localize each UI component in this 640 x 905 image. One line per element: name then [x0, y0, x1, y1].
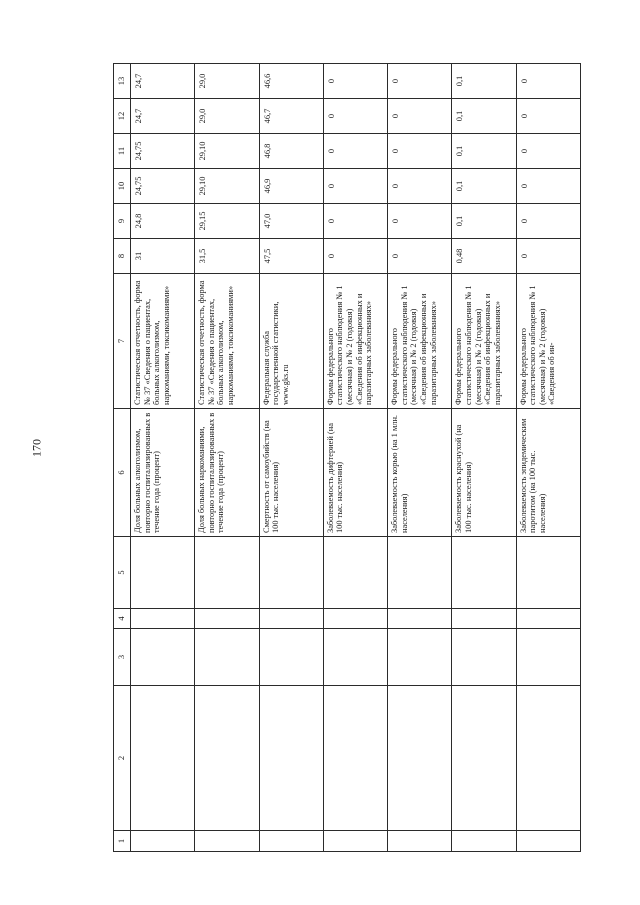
value-cell: 0,48 [452, 239, 516, 274]
column-header: 5 [114, 537, 131, 609]
value-cell: 0 [323, 134, 387, 169]
source-cell: Федеральная служба государственной статистики, www.gks.ru [259, 274, 323, 409]
value-cell: 46,8 [259, 134, 323, 169]
table-cell [516, 686, 580, 831]
page-number: 170 [29, 439, 44, 457]
source-cell: Формы федерального статистического наблюдения № 1 (месячная) и № 2 (годовая) «Сведения об ин- [516, 274, 580, 409]
column-header: 6 [114, 409, 131, 537]
table-cell [516, 831, 580, 852]
table-cell [259, 537, 323, 609]
table-cell [388, 537, 452, 609]
column-header: 8 [114, 239, 131, 274]
value-cell: 0 [516, 64, 580, 99]
value-cell: 46,9 [259, 169, 323, 204]
table-row [388, 64, 452, 852]
value-cell: 0 [388, 99, 452, 134]
value-cell: 46,6 [259, 64, 323, 99]
indicator-cell: Заболеваемость дифтерией (на 100 тыс. населения) [323, 409, 387, 537]
indicator-cell: Заболеваемость эпидемическим паротитом (на 100 тыс. населения) [516, 409, 580, 537]
table-row [516, 64, 580, 852]
value-cell: 0 [323, 64, 387, 99]
indicator-cell: Доля больных наркоманиями, повторно госпитализированных в течение года (процент) [195, 409, 259, 537]
table-cell [195, 831, 259, 852]
value-cell: 0,1 [452, 134, 516, 169]
value-cell: 0,1 [452, 99, 516, 134]
value-cell: 29,10 [195, 134, 259, 169]
source-cell: Статистическая отчетность, форма № 37 «Сведения о пациентах, больных алкоголизмом, наркоманиями, токсикоманиями» [195, 274, 259, 409]
indicator-cell: Смертность от самоубийств (на 100 тыс. населения) [259, 409, 323, 537]
table-cell [195, 686, 259, 831]
table-cell [452, 609, 516, 629]
table-cell [131, 831, 195, 852]
column-header: 9 [114, 204, 131, 239]
table-cell [388, 609, 452, 629]
value-cell: 24,75 [131, 169, 195, 204]
column-header: 10 [114, 169, 131, 204]
value-cell: 0 [388, 204, 452, 239]
table-cell [323, 831, 387, 852]
value-cell: 0 [323, 204, 387, 239]
column-header: 13 [114, 64, 131, 99]
table-row [131, 64, 195, 852]
rotated-table-container [113, 64, 581, 852]
value-cell: 29,0 [195, 99, 259, 134]
table-cell [195, 609, 259, 629]
indicators-table [113, 63, 581, 852]
table-cell [323, 629, 387, 686]
table-cell [516, 609, 580, 629]
value-cell: 24,7 [131, 99, 195, 134]
value-cell: 47,0 [259, 204, 323, 239]
table-cell [195, 629, 259, 686]
value-cell: 0 [388, 64, 452, 99]
header-row [114, 64, 131, 852]
value-cell: 29,10 [195, 169, 259, 204]
column-header: 1 [114, 831, 131, 852]
value-cell: 0 [388, 134, 452, 169]
value-cell: 0 [516, 169, 580, 204]
table-cell [259, 831, 323, 852]
value-cell: 0,1 [452, 204, 516, 239]
table-row [452, 64, 516, 852]
column-header: 4 [114, 609, 131, 629]
value-cell: 0 [516, 99, 580, 134]
value-cell: 0 [516, 204, 580, 239]
table-cell [388, 831, 452, 852]
value-cell: 24,8 [131, 204, 195, 239]
table-cell [452, 537, 516, 609]
column-header: 7 [114, 274, 131, 409]
value-cell: 46,7 [259, 99, 323, 134]
indicator-cell: Заболеваемость краснухой (на 100 тыс. населения) [452, 409, 516, 537]
value-cell: 0 [516, 239, 580, 274]
table-cell [516, 537, 580, 609]
column-header: 3 [114, 629, 131, 686]
table-row [195, 64, 259, 852]
value-cell: 0,1 [452, 169, 516, 204]
value-cell: 24,7 [131, 64, 195, 99]
column-header: 12 [114, 99, 131, 134]
value-cell: 0,1 [452, 64, 516, 99]
table-cell [195, 537, 259, 609]
table-cell [452, 831, 516, 852]
value-cell: 24,75 [131, 134, 195, 169]
value-cell: 31 [131, 239, 195, 274]
table-cell [323, 686, 387, 831]
table-cell [131, 686, 195, 831]
column-header: 11 [114, 134, 131, 169]
value-cell: 31,5 [195, 239, 259, 274]
table-cell [131, 609, 195, 629]
table-cell [516, 629, 580, 686]
table-cell [452, 629, 516, 686]
table-cell [259, 609, 323, 629]
source-cell: Формы федерального статистического наблюдения № 1 (месячная) и № 2 (годовая) «Сведения об инфекционных и паразитарных заболеваниях» [323, 274, 387, 409]
table-cell [259, 629, 323, 686]
value-cell: 0 [323, 239, 387, 274]
value-cell: 47,5 [259, 239, 323, 274]
column-header: 2 [114, 686, 131, 831]
table-cell [388, 686, 452, 831]
source-cell: Статистическая отчетность, форма № 37 «Сведения о пациентах, больных алкоголизмом, наркоманиями, токсикоманиями» [131, 274, 195, 409]
table-row [259, 64, 323, 852]
value-cell: 29,0 [195, 64, 259, 99]
value-cell: 0 [516, 134, 580, 169]
table-row [323, 64, 387, 852]
source-cell: Формы федерального статистического наблюдения № 1 (месячная) и № 2 (годовая) «Сведения об инфекционных и паразитарных заболеваниях» [388, 274, 452, 409]
table-cell [259, 686, 323, 831]
table-cell [131, 537, 195, 609]
indicator-cell: Доля больных алкоголизмом, повторно госпитализированных в течение года (процент) [131, 409, 195, 537]
table-cell [452, 686, 516, 831]
value-cell: 0 [388, 169, 452, 204]
value-cell: 29,15 [195, 204, 259, 239]
value-cell: 0 [388, 239, 452, 274]
source-cell: Формы федерального статистического наблюдения № 1 (месячная) и № 2 (годовая) «Сведения об инфекционных и паразитарных заболеваниях» [452, 274, 516, 409]
table-cell [388, 629, 452, 686]
value-cell: 0 [323, 99, 387, 134]
table-cell [323, 609, 387, 629]
value-cell: 0 [323, 169, 387, 204]
indicator-cell: Заболеваемость корью (на 1 млн. населения) [388, 409, 452, 537]
table-cell [323, 537, 387, 609]
table-cell [131, 629, 195, 686]
